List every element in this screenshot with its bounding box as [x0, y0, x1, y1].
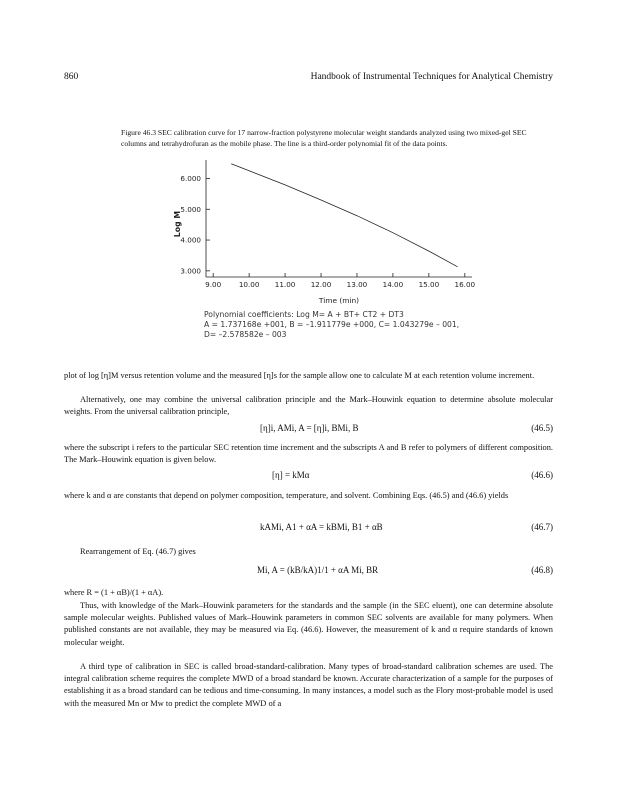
equation-46-8-expr: Mi, A = (kB/kA)1/1 + αA Mi, BR: [257, 565, 379, 575]
equation-46-8-number: (46.8): [531, 565, 553, 575]
calibration-chart: [150, 150, 490, 308]
equation-46-8: [64, 565, 553, 579]
page-number: 860: [64, 72, 79, 82]
paragraph-6: where R = (1 + αB)/(1 + αA).: [64, 588, 164, 597]
equation-46-6: [64, 470, 553, 484]
x-tick-label: 11.00: [274, 280, 296, 289]
x-tick-label: 12.00: [310, 280, 332, 289]
equation-46-7-number: (46.7): [531, 522, 553, 532]
equation-46-7: [64, 522, 553, 536]
paragraph-3: where the subscript i refers to the particular SEC retention time increment and the subscripts A and B refer to polymers of different composition. The Mark–Houwink equation is given below.: [64, 443, 553, 465]
equation-46-5: [64, 423, 553, 437]
x-tick-label: 15.00: [418, 280, 440, 289]
running-header: [64, 72, 553, 86]
paragraph-5: Rearrangement of Eq. (46.7) gives: [80, 547, 196, 556]
equation-46-6-expr: [η] = kMα: [272, 470, 310, 480]
y-axis-label: Log M: [173, 210, 182, 238]
fit-curve-line: [231, 164, 457, 267]
x-axis-label: Time (min): [318, 296, 360, 305]
y-tick-label: 4.000: [180, 235, 201, 245]
running-title: Handbook of Instrumental Techniques for Analytical Chemistry: [310, 72, 553, 82]
equation-46-6-number: (46.6): [531, 470, 553, 480]
x-tick-label: 14.00: [382, 280, 404, 289]
x-tick-label: 16.00: [454, 280, 476, 289]
paragraph-1: plot of log [η]M versus retention volume and the measured [η]s for the sample allow one to calculate M at each retention volume increment.: [64, 371, 535, 380]
coef-line-2: D= –2.578582e – 003: [204, 330, 287, 339]
equation-46-5-expr: [η]i, AMi, A = [η]i, BMi, B: [260, 423, 359, 433]
chart-marks: [231, 164, 457, 267]
x-tick-label: 10.00: [238, 280, 260, 289]
equation-46-7-expr: kAMi, A1 + αA = kBMi, B1 + αB: [260, 522, 383, 532]
coef-title: Polynomial coefficients: Log M= A + BT+ CT2 + DT3: [204, 310, 404, 319]
x-tick-label: 9.00: [205, 280, 222, 289]
paragraph-7: Thus, with knowledge of the Mark–Houwink parameters for the standards and the sample (in the SEC eluent), one can determine absolute sample molecular weights. Published values of Mark–Houwink parameters in common SEC solvents are available for many polymers. When published constants are not available, they may be measured via Eq. (46.6). However, the measurement of k and α require standards of known molecular weight.: [64, 601, 553, 647]
figure-caption: Figure 46.3 SEC calibration curve for 17 narrow-fraction polystyrene molecular weight standards analyzed using two mixed-gel SEC columns and tetrahydrofuran as the mobile phase. The line is a third-order polynomial fit of the data points.: [121, 128, 527, 148]
paragraph-2: Alternatively, one may combine the universal calibration principle and the Mark–Houwink equation to determine absolute molecular weights. From the universal calibration principle,: [64, 395, 553, 417]
y-tick-label: 6.000: [180, 173, 201, 183]
coef-line-1: A = 1.737168e +001, B = –1.911779e +000, C= 1.043279e – 001,: [204, 320, 460, 329]
x-tick-label: 13.00: [346, 280, 368, 289]
y-tick-label: 5.000: [180, 204, 201, 214]
equation-46-5-number: (46.5): [531, 423, 553, 433]
y-tick-label: 3.000: [180, 266, 201, 276]
polynomial-coefficients: [204, 310, 534, 340]
paragraph-4: where k and α are constants that depend on polymer composition, temperature, and solvent. Combining Eqs. (46.5) and (46.6) yields: [64, 491, 509, 500]
chart-axes: [180, 160, 475, 289]
paragraph-8: A third type of calibration in SEC is called broad-standard-calibration. Many types of broad-standard calibration schemes are used. The integral calibration scheme requires the complete MWD of a broad standard be known. Accurate characterization of a sample for the purposes of establishing it as a broad standard can be tedious and time-consuming. In many instances, a model such as the Flory most-probable model is used with the measured Mn or Mw to predict the complete MWD of a: [64, 662, 553, 708]
